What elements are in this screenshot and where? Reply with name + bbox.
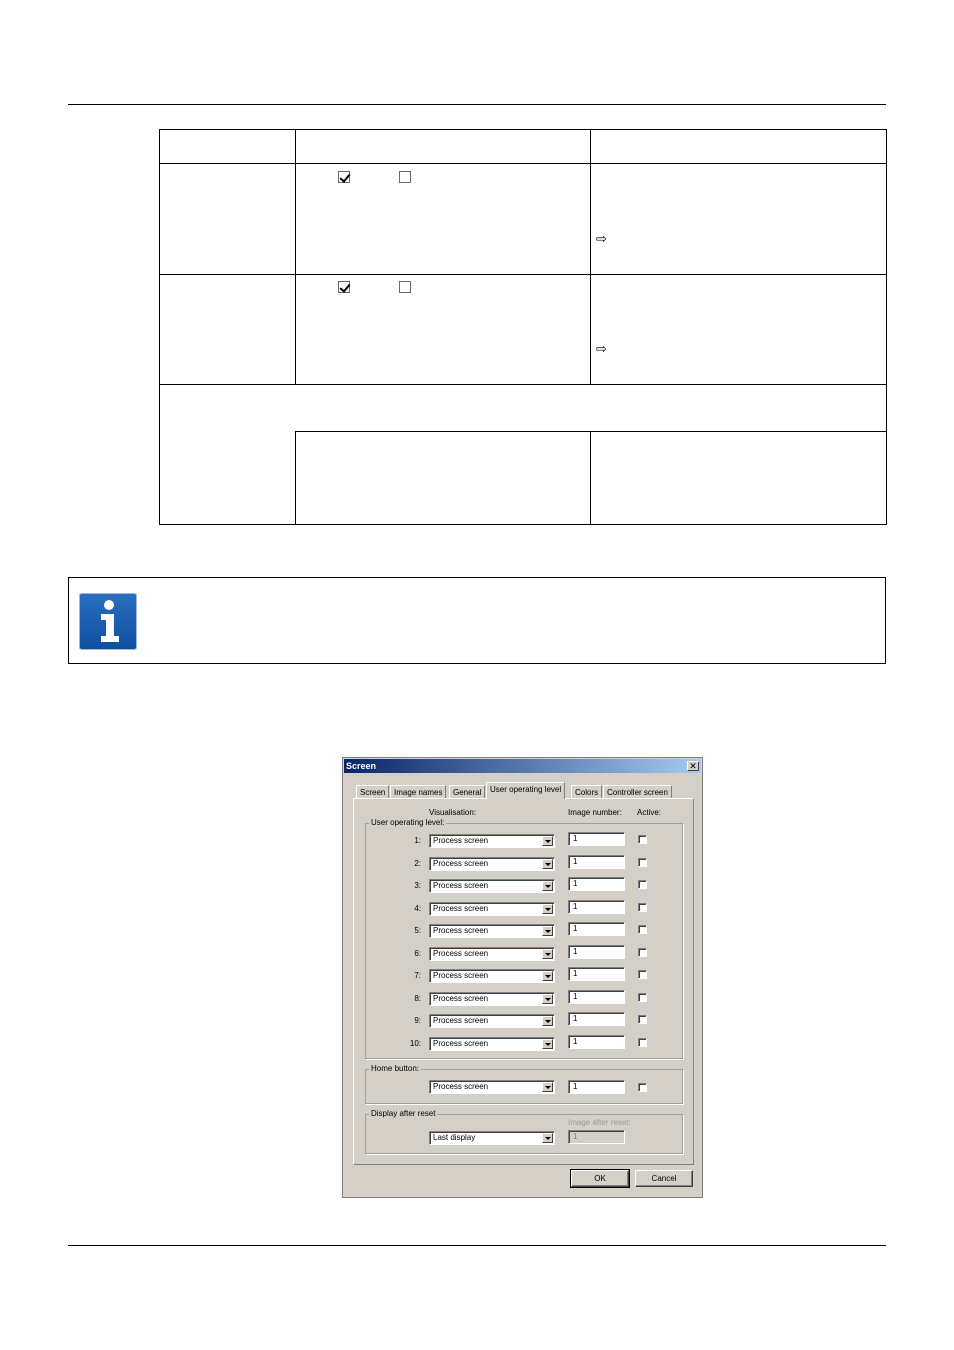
user-level-visualisation-value: Process screen: [433, 903, 489, 913]
user-level-active-checkbox[interactable]: [638, 993, 647, 1002]
user-level-row-label: 2:: [414, 858, 421, 868]
user-level-image-number-input[interactable]: 1: [568, 832, 625, 846]
user-level-visualisation-select[interactable]: [429, 924, 555, 938]
right-arrow-icon: ⇨: [596, 232, 607, 247]
user-level-visualisation-value: Process screen: [433, 1038, 489, 1048]
home-image-number-input[interactable]: 1: [568, 1080, 625, 1094]
row1-checkbox-unchecked: [399, 171, 411, 183]
chevron-down-icon[interactable]: [542, 1082, 553, 1092]
home-visualisation-value: Process screen: [433, 1082, 489, 1091]
chevron-down-icon[interactable]: [542, 971, 553, 981]
user-level-visualisation-select[interactable]: [429, 879, 555, 893]
chevron-down-icon[interactable]: [542, 1039, 553, 1049]
user-level-visualisation-select[interactable]: [429, 857, 555, 871]
cancel-button[interactable]: Cancel: [635, 1170, 693, 1187]
user-level-active-checkbox[interactable]: [638, 1015, 647, 1024]
chevron-down-icon[interactable]: [542, 994, 553, 1004]
chevron-down-icon[interactable]: [542, 904, 553, 914]
user-level-active-checkbox[interactable]: [638, 948, 647, 957]
user-level-visualisation-select[interactable]: [429, 1014, 555, 1028]
info-note-box: [68, 577, 886, 664]
user-level-image-number-input[interactable]: 1: [568, 877, 625, 891]
tab-image-names[interactable]: Image names: [390, 785, 446, 798]
display-after-reset-select[interactable]: [429, 1131, 555, 1145]
user-level-row-label: 9:: [414, 1016, 421, 1025]
row2-checkbox-checked: [338, 281, 350, 293]
chevron-down-icon[interactable]: [542, 1133, 553, 1143]
user-level-row-label: 5:: [414, 926, 421, 935]
user-level-visualisation-select[interactable]: [429, 1037, 555, 1051]
display-after-reset-label: Display after reset: [371, 1109, 436, 1118]
user-level-row-label: 3:: [414, 881, 421, 890]
user-level-visualisation-select[interactable]: [429, 969, 555, 983]
chevron-down-icon[interactable]: [542, 949, 553, 959]
user-level-visualisation-select[interactable]: [429, 992, 555, 1006]
chevron-down-icon[interactable]: [542, 926, 553, 936]
ok-button[interactable]: OK: [571, 1170, 629, 1187]
user-level-visualisation-select[interactable]: [429, 834, 555, 848]
image-number-header: Image number:: [568, 808, 622, 817]
user-level-row-label: 6:: [414, 948, 421, 958]
row1-checkbox-checked: [338, 171, 350, 183]
active-header: Active:: [637, 808, 662, 817]
display-after-reset-value: Last display: [433, 1133, 476, 1142]
user-level-image-number-input[interactable]: 1: [568, 922, 625, 936]
row2-checkbox-unchecked: [399, 281, 411, 293]
image-after-reset-input: 1: [568, 1130, 625, 1144]
user-level-active-checkbox[interactable]: [638, 858, 647, 867]
user-level-active-checkbox[interactable]: [638, 970, 647, 979]
user-level-visualisation-value: Process screen: [433, 993, 489, 1003]
user-level-visualisation-select[interactable]: [429, 947, 555, 961]
dialog-titlebar: [344, 759, 701, 773]
user-level-visualisation-select[interactable]: [429, 902, 555, 916]
tab-general[interactable]: General: [449, 785, 485, 798]
user-level-row-label: 7:: [414, 971, 421, 980]
image-after-reset-label: Image after reset:: [568, 1118, 631, 1127]
tab-user-operating-level[interactable]: User operating level: [486, 782, 565, 799]
header-rule: [68, 104, 886, 105]
user-level-active-checkbox[interactable]: [638, 1038, 647, 1047]
user-level-row-label: 10:: [409, 1038, 421, 1048]
user-level-row-label: 1:: [414, 836, 421, 845]
user-level-image-number-input[interactable]: 1: [568, 967, 625, 981]
user-level-active-checkbox[interactable]: [638, 925, 647, 934]
user-level-visualisation-value: Process screen: [433, 971, 489, 980]
home-active-checkbox[interactable]: [638, 1083, 647, 1092]
user-level-visualisation-value: Process screen: [433, 858, 489, 868]
home-visualisation-select[interactable]: [429, 1080, 555, 1094]
visualisation-header: Visualisation:: [429, 808, 476, 817]
home-button-label: Home button:: [371, 1064, 420, 1073]
right-arrow-icon: ⇨: [596, 342, 607, 357]
user-level-image-number-input[interactable]: 1: [568, 1012, 625, 1026]
user-level-active-checkbox[interactable]: [638, 880, 647, 889]
screen-dialog: [342, 757, 703, 1198]
user-level-visualisation-value: Process screen: [433, 836, 489, 845]
close-icon[interactable]: ✕: [687, 761, 699, 771]
user-level-image-number-input[interactable]: 1: [568, 1035, 625, 1049]
user-level-row-label: 4:: [414, 903, 421, 913]
user-level-active-checkbox[interactable]: [638, 835, 647, 844]
user-level-visualisation-value: Process screen: [433, 881, 489, 890]
user-operating-level-label: User operating level:: [371, 818, 445, 827]
user-level-image-number-input[interactable]: 1: [568, 990, 625, 1004]
user-level-image-number-input[interactable]: 1: [568, 855, 625, 869]
user-level-visualisation-value: Process screen: [433, 926, 489, 935]
user-level-image-number-input[interactable]: 1: [568, 900, 625, 914]
tab-colors[interactable]: Colors: [571, 785, 602, 798]
chevron-down-icon[interactable]: [542, 859, 553, 869]
tab-controller-screen[interactable]: Controller screen: [603, 785, 672, 798]
user-level-image-number-input[interactable]: 1: [568, 945, 625, 959]
user-level-active-checkbox[interactable]: [638, 903, 647, 912]
chevron-down-icon[interactable]: [542, 836, 553, 846]
chevron-down-icon[interactable]: [542, 881, 553, 891]
tab-screen[interactable]: Screen: [356, 785, 389, 798]
dialog-title: Screen: [346, 761, 377, 771]
user-level-visualisation-value: Process screen: [433, 948, 489, 958]
user-level-visualisation-value: Process screen: [433, 1016, 489, 1025]
info-icon: [79, 593, 137, 650]
footer-rule: [68, 1245, 886, 1246]
chevron-down-icon[interactable]: [542, 1016, 553, 1026]
user-level-row-label: 8:: [414, 993, 421, 1003]
